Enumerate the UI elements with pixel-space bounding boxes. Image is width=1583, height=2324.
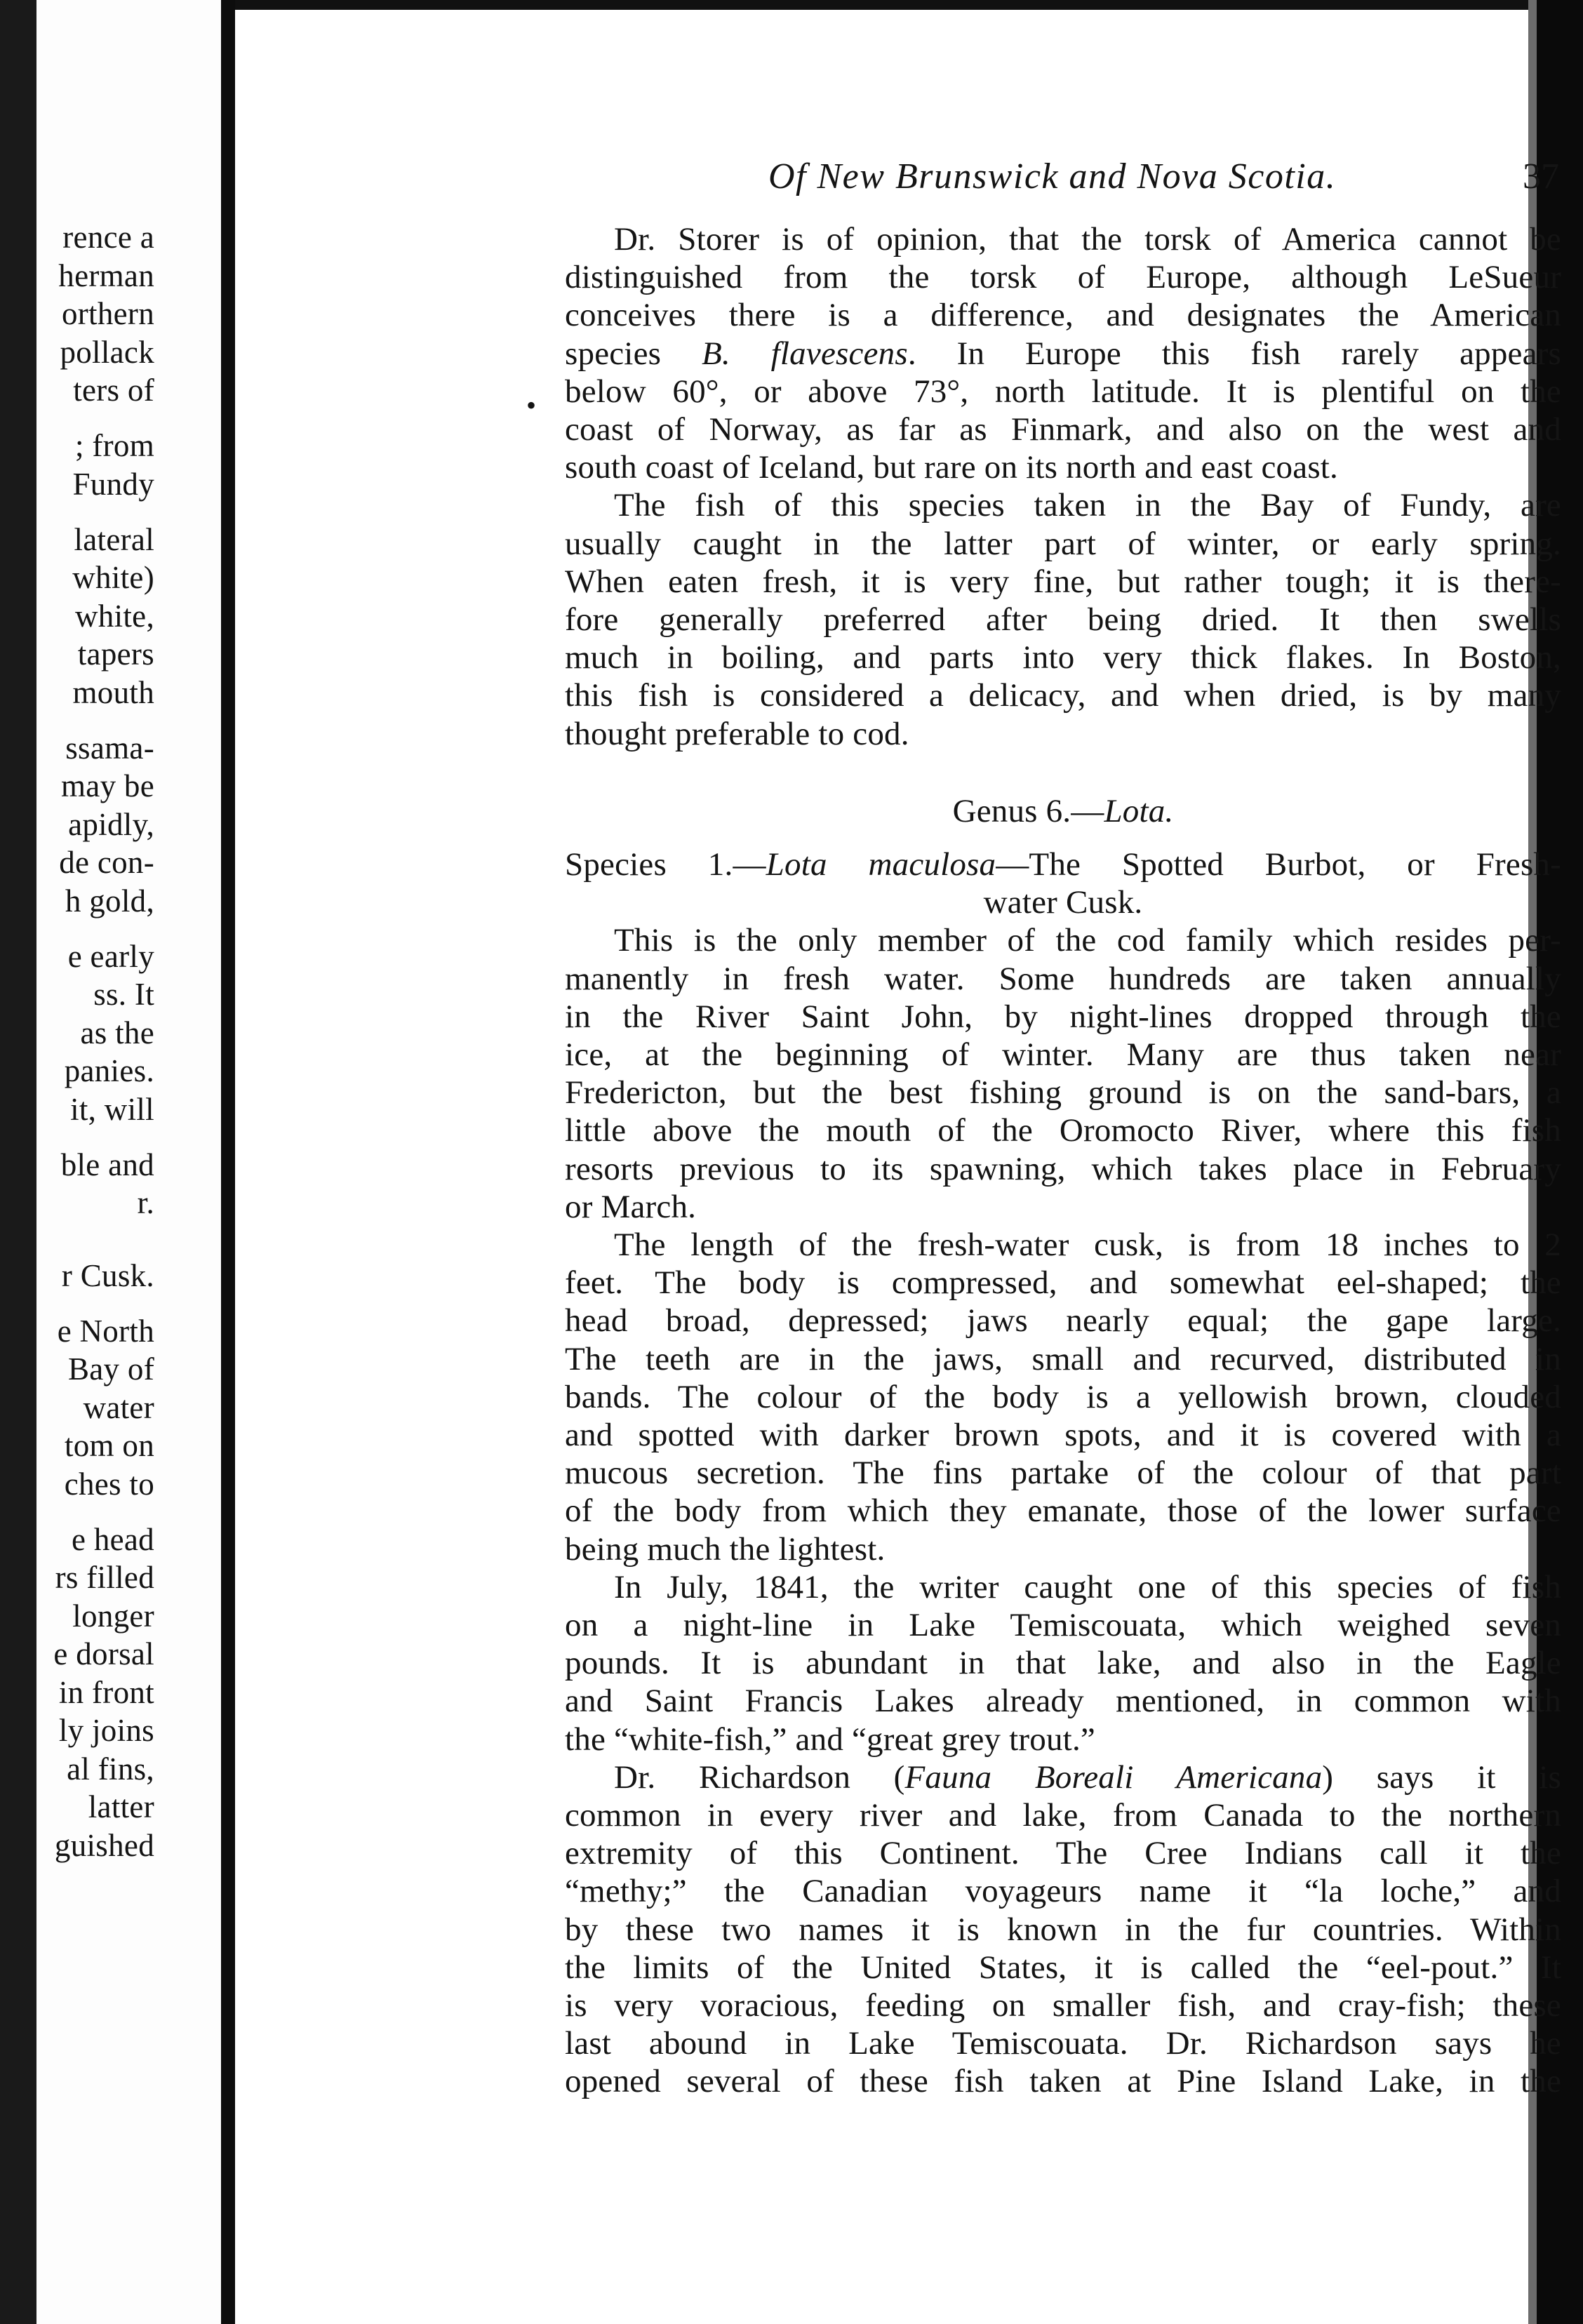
facing-page-line: may be [61, 768, 154, 804]
text-line: manently in fresh water. Some hundreds are taken annually [565, 960, 1561, 997]
facing-page-line: panies. [64, 1053, 154, 1089]
facing-page-fragment [36, 0, 221, 2324]
text-line: common in every river and lake, from Canada to the northern [565, 1797, 1561, 1834]
page-number: 37 [1523, 156, 1559, 196]
text-line: This is the only member of the cod family which resides per- [614, 922, 1561, 959]
text-line: “methy;” the Canadian voyageurs name it “la loche,” and [565, 1873, 1561, 1910]
text-line: feet. The body is compressed, and somewhat eel-shaped; the [565, 1264, 1561, 1302]
book-gutter [221, 0, 235, 2324]
text-line: much in boiling, and parts into very thick flakes. In Boston, [565, 639, 1561, 676]
text-line: opened several of these fish taken at Pine Island Lake, in the [565, 2063, 1561, 2100]
text-line: below 60°, or above 73°, north latitude. It is plentiful on the [565, 373, 1561, 410]
facing-page-line: ble and [60, 1147, 154, 1182]
running-head [530, 156, 1559, 198]
text-line: The fish of this species taken in the Bay of Fundy, are [614, 487, 1561, 524]
text-line: The length of the fresh-water cusk, is from 18 inches to 2 [614, 1227, 1561, 1263]
text-line: mucous secretion. The fins partake of the colour of that part [565, 1455, 1561, 1492]
facing-page-line: de con- [59, 845, 154, 881]
text-line: in the River Saint John, by night-lines dropped through the [565, 998, 1561, 1035]
facing-page-line: longer [72, 1598, 154, 1634]
text-line: or March. [565, 1188, 697, 1225]
facing-page-line: tapers [77, 636, 154, 672]
facing-page-line: in front [58, 1674, 154, 1710]
running-title: Of New Brunswick and Nova Scotia. [768, 156, 1337, 196]
text-line: resorts previous to its spawning, which takes place in February [565, 1150, 1561, 1187]
facing-page-line: white, [74, 598, 154, 634]
facing-page-line: r. [137, 1185, 154, 1221]
text-line: Dr. Richardson (Fauna Boreali Americana) says it is [614, 1758, 1561, 1796]
facing-page-line: ss. It [93, 977, 154, 1013]
text-line: last abound in Lake Temiscouata. Dr. Richardson says he [565, 2025, 1561, 2062]
text-line: the limits of the United States, it is called the “eel-pout.” It [565, 1949, 1561, 1986]
text-line: and Saint Francis Lakes already mentioned, in common with [565, 1683, 1561, 1720]
section-heading: water Cusk. [983, 884, 1143, 921]
text-line: The teeth are in the jaws, small and recurved, distributed in [565, 1340, 1561, 1377]
facing-page-line: guished [54, 1827, 154, 1863]
facing-page-line: it, will [70, 1091, 154, 1127]
scan-top-border [235, 0, 1537, 10]
facing-page-line: ches to [64, 1466, 154, 1502]
facing-page-line: al fins, [67, 1751, 154, 1787]
text-line: coast of Norway, as far as Finmark, and also on the west and [565, 411, 1561, 448]
facing-page-line: ; from [74, 428, 154, 464]
text-line: being much the lightest. [565, 1530, 886, 1568]
facing-page-line: mouth [72, 674, 154, 710]
book-page [235, 10, 1561, 2324]
text-line: is very voracious, feeding on smaller fish, and cray-fish; these [565, 1987, 1561, 2024]
facing-page-line: e early [67, 938, 154, 974]
facing-page-line: as the [80, 1015, 154, 1050]
text-line: head broad, depressed; jaws nearly equal; the gape large. [565, 1302, 1561, 1340]
text-line: pounds. It is abundant in that lake, and also in the Eagle [565, 1645, 1561, 1682]
text-line: conceives there is a difference, and designates the American [565, 297, 1561, 334]
text-line: extremity of this Continent. The Cree Indians call it the [565, 1835, 1561, 1872]
text-line: bands. The colour of the body is a yellowish brown, clouded [565, 1378, 1561, 1415]
text-line: and spotted with darker brown spots, and it is covered with a [565, 1417, 1561, 1453]
text-line: Species 1.—Lota maculosa—The Spotted Burbot, or Fresh- [565, 846, 1561, 883]
text-line: the “white-fish,” and “great grey trout.” [565, 1721, 1095, 1758]
text-line: of the body from which they emanate, those of the lower surface [565, 1492, 1561, 1530]
margin-bullet-mark: • [526, 389, 537, 421]
text-line: usually caught in the latter part of winter, or early spring. [565, 525, 1561, 562]
text-line: on a night-line in Lake Temiscouata, which weighed seven [565, 1607, 1561, 1643]
text-line: In July, 1841, the writer caught one of this species of fish [614, 1568, 1561, 1605]
text-line: Fredericton, but the best fishing ground is on the sand-bars, a [565, 1074, 1561, 1111]
facing-page-line: ly joins [58, 1713, 154, 1749]
text-line: by these two names it is known in the fur countries. Within [565, 1911, 1561, 1948]
scan-left-border [0, 0, 36, 2324]
facing-page-line: orthern [61, 296, 154, 331]
facing-page-line: e head [72, 1521, 154, 1557]
facing-page-line: ters of [73, 373, 154, 408]
text-line: thought preferable to cod. [565, 715, 909, 752]
text-line: this fish is considered a delicacy, and when dried, is by many [565, 677, 1561, 714]
text-line: south coast of Iceland, but rare on its north and east coast. [565, 449, 1339, 486]
section-heading: Genus 6.—Lota. [952, 792, 1174, 829]
text-line: ice, at the beginning of winter. Many are thus taken near [565, 1036, 1561, 1073]
text-line: distinguished from the torsk of Europe, although LeSueur [565, 259, 1561, 296]
facing-page-line: ssama- [65, 730, 154, 766]
text-line: fore generally preferred after being dried. It then swells [565, 601, 1561, 638]
text-line: species B. flavescens. In Europe this fish rarely appears [565, 335, 1561, 372]
facing-page-line: Fundy [72, 466, 154, 502]
facing-page-line: latter [88, 1789, 154, 1825]
facing-page-line: Bay of [67, 1351, 154, 1387]
facing-page-line: r Cusk. [61, 1257, 154, 1293]
text-line: Dr. Storer is of opinion, that the torsk of America cannot be [614, 221, 1561, 258]
facing-page-line: lateral [74, 521, 154, 557]
facing-page-line: pollack [60, 334, 154, 370]
facing-page-line: e dorsal [53, 1636, 154, 1672]
facing-page-line: h gold, [65, 883, 154, 919]
facing-page-line: white) [72, 560, 154, 596]
facing-page-line: herman [58, 258, 154, 293]
facing-page-line: tom on [64, 1428, 154, 1464]
facing-page-line: rs filled [55, 1560, 154, 1596]
text-line: When eaten fresh, it is very fine, but rather tough; it is there- [565, 563, 1561, 600]
facing-page-line: e North [57, 1313, 154, 1349]
facing-page-text [36, 0, 154, 2324]
text-line: little above the mouth of the Oromocto River, where this fish [565, 1112, 1561, 1149]
facing-page-line: apidly, [68, 806, 154, 842]
facing-page-line: water [83, 1389, 154, 1425]
facing-page-line: rence a [62, 220, 154, 255]
